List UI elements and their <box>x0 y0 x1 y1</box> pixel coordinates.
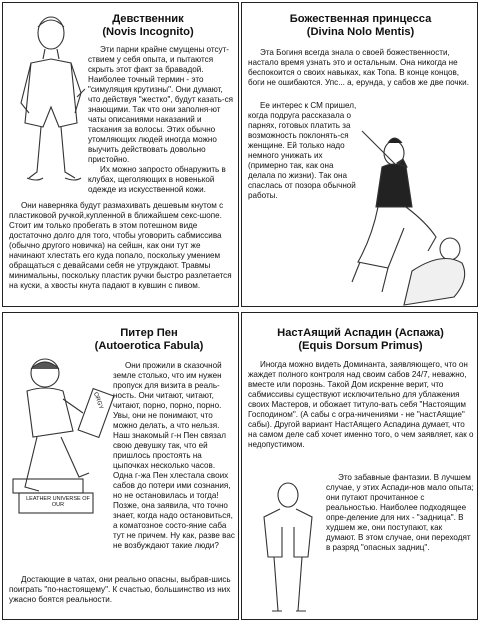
card-novice <box>2 2 239 307</box>
master-illustration <box>252 481 324 616</box>
card-title: Питер Пен (Autoerotica Fabula) <box>94 327 204 352</box>
card-princess <box>241 2 478 307</box>
card-body: Иногда можно видеть Доминанта, заявляющего, что он жаждет полного контроля над своим сабов 24/7, неважно, вместе или порознь. Такой Дом искренне верит, что сабмиссивы существуют исключительно для ублажения своих Мастеров, и обожает титуло-вать себя "Настоящим Господином". (А сабы с огра-ничениями - не "настАящие" сабы). Другой вариант НастАящего Аспадина думает, что на самом деле саб хочет именно того, о чем заявляет, как о недопустимом. <box>248 360 474 449</box>
card-body-bottom: Достающие в чатах, они реально опасны, выбрав-шись поиграть "по-настоящему". К счастью, большинство из них ужасно боятся реальности. <box>9 575 231 604</box>
novice-illustration <box>7 7 95 212</box>
card-body-2: Ее интерес к СМ пришел, когда подруга рассказала о парнях, готовых платить за возможность поклонять-ся женщине. Ей только надо немного унижать их (примерно так, как она делала по жизни). Так она спаслась от позора обычной работы. <box>248 101 357 200</box>
card-title: Девственник (Novis Incognito) <box>102 13 194 38</box>
card-peter-pan <box>2 312 239 620</box>
book-title-orgy: ORGY <box>91 391 104 411</box>
card-title: Божественная принцесса (Divina Nolo Mentis) <box>289 13 432 38</box>
book-title-leather: LEATHER UNIVERSE OF OUR <box>26 496 90 508</box>
card-body: Эта Богиня всегда знала о своей божественности, настало время узнать это и остальным. Она никогда не беспокоится о своих навыках, как Топа. В конце концов, боги не ошибаются. Упс... а, ерунда, у сабов же две почки. <box>248 48 469 87</box>
card-body: Эти парни крайне смущены отсут-ствием у себя опыта, и пытаются скрыть этот факт за бравадой. Наиболее точный термин - это "симуляция крутизны". Они думают, что действуя "жестко", будут казать-ся знающими. Так что они заполня-ют чаты описаниями наказаний и таскания за волосы. Этих обычно утомляющих людей иногда можно выучить действовать довольно пристойно. Их можно запросто обнаружить в клубах, щеголяющих в новенькой одежде из искусственной кожи. <box>88 45 234 194</box>
card-body: Они прожили в сказочной земле столько, что им нужен пропуск для визита в реаль-ность. Они читают, читают, читают, порно, порно, порно. Увы, они не понимают, что можно делать, а что нельзя. Наш знакомый г-н Пен связал свою девушку так, что ей пришлось простоять на цыпочках несколько часов. Одна г-жа Пен хлестала своих сабов до потери ими сознания, но не остановилась и тогда! Позже, она заявила, что точно знает, когда надо остановиться, а коматозное состо-яние саба тут не причем. Ну как, разве вас не возбуждают такие люди? <box>113 361 235 550</box>
card-title: НастАящий Аспадин (Аспажа) (Equis Dorsum Primus) <box>277 327 444 352</box>
princess-illustration <box>342 121 477 306</box>
card-body-bottom: Они наверняка будут размахивать дешевым кнутом с пластиковой ручкой,купленной в ближайшем секс-шопе. Стоит им только пробегать в этом потешном виде достаточно долго для того, чтобы уговорить сабмиссива (обычно другого новичка) на сейшн, как они тут же начинают хлестать его куда попало, поскольку умением обращаться с девайсами себя не утруждают. Травмы минимальны, поскольку пластик ручки быстро разлетается на куски, а хвосты кнута падают в кувшин с пивом. <box>9 201 232 290</box>
card-true-master <box>241 312 478 620</box>
card-body-2: Это забавные фантазии. В лучшем случае, у этих Аспади-нов мало опыта; они путают прочитанное с реальностью. Наиболее подходящее опре-деление для них - "задница". В худшем же, они поступают, как думают. В этом случае, они переходят в разряд "опасных задниц". <box>326 473 474 552</box>
